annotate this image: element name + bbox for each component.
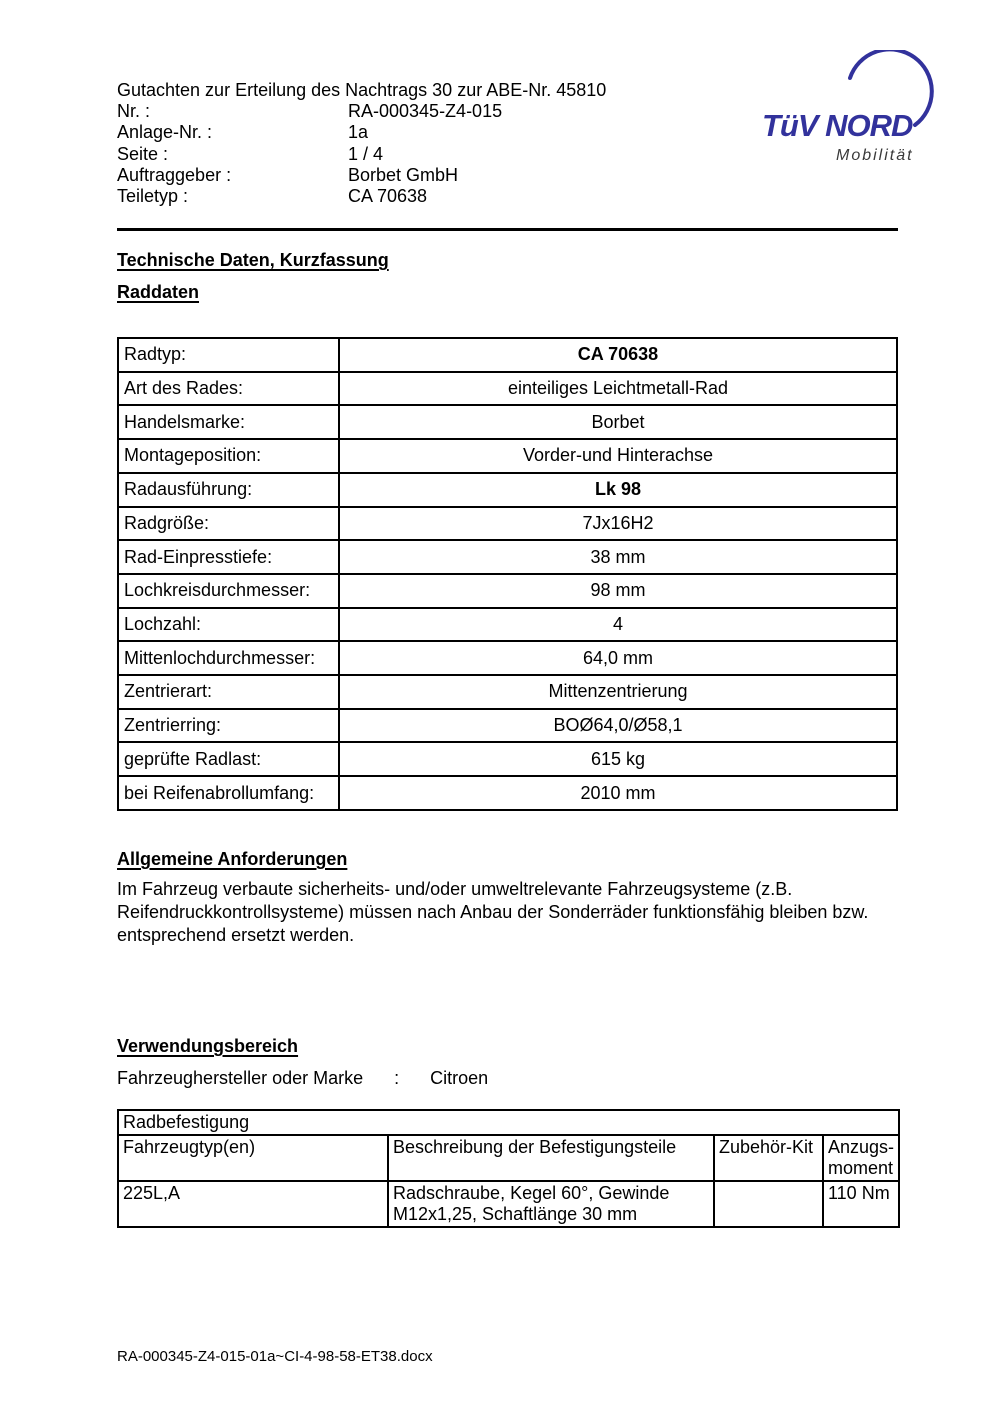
field-value: 1 / 4 xyxy=(348,143,384,164)
field-label: Nr. : xyxy=(117,101,151,122)
section-heading-allgemeine-anforderungen: Allgemeine Anforderungen xyxy=(117,849,348,869)
field-value: CA 70638 xyxy=(348,186,428,207)
fahrzeughersteller-label: Fahrzeughersteller oder Marke xyxy=(117,1068,364,1088)
table-row xyxy=(118,439,897,473)
header-field-teiletyp xyxy=(117,186,898,207)
table-row xyxy=(118,1181,899,1227)
table-row xyxy=(118,507,897,541)
section-heading-technische-daten: Technische Daten, Kurzfassung xyxy=(117,250,389,270)
field-label: Seite : xyxy=(117,143,169,164)
row-label: geprüfte Radlast: xyxy=(118,742,339,776)
cell-beschreibung: Radschraube, Kegel 60°, Gewinde M12x1,25, Schaftlänge 30 mm xyxy=(388,1181,714,1227)
table-row xyxy=(118,540,897,574)
row-value: 4 xyxy=(339,608,897,642)
row-value: 98 mm xyxy=(339,574,897,608)
row-label: bei Reifenabrollumfang: xyxy=(118,776,339,810)
row-value: 38 mm xyxy=(339,540,897,574)
radbefestigung-table xyxy=(117,1109,898,1228)
table-row xyxy=(118,709,897,743)
column-header-beschreibung: Beschreibung der Befestigungsteile xyxy=(388,1135,714,1181)
cell-zubehoer-kit xyxy=(714,1181,823,1227)
logo-brand-text: TüV NORD xyxy=(762,108,913,143)
row-label: Art des Rades: xyxy=(118,372,339,406)
tuv-nord-logo xyxy=(756,50,952,170)
row-value: 7Jx16H2 xyxy=(339,507,897,541)
fahrzeughersteller-line xyxy=(117,1068,898,1089)
fahrzeughersteller-value: Citroen xyxy=(430,1068,489,1088)
row-value: Mittenzentrierung xyxy=(339,675,897,709)
field-label: Auftraggeber : xyxy=(117,164,232,185)
column-header-zubehoer-kit: Zubehör-Kit xyxy=(714,1135,823,1181)
row-value: 2010 mm xyxy=(339,776,897,810)
table-row xyxy=(118,473,897,507)
row-value: 615 kg xyxy=(339,742,897,776)
table-row xyxy=(118,742,897,776)
field-value: Borbet GmbH xyxy=(348,164,459,185)
table-row xyxy=(118,675,897,709)
cell-anzugsmoment: 110 Nm xyxy=(823,1181,899,1227)
row-label: Lochzahl: xyxy=(118,608,339,642)
row-value: Vorder-und Hinterachse xyxy=(339,439,897,473)
table-row xyxy=(118,405,897,439)
table-row xyxy=(118,338,897,372)
field-value: RA-000345-Z4-015 xyxy=(348,101,503,122)
row-label: Lochkreisdurchmesser: xyxy=(118,574,339,608)
field-label: Anlage-Nr. : xyxy=(117,122,213,143)
table-row xyxy=(118,776,897,810)
table-row xyxy=(118,372,897,406)
row-value: BOØ64,0/Ø58,1 xyxy=(339,709,897,743)
field-value: 1a xyxy=(348,122,369,143)
row-label: Radausführung: xyxy=(118,473,339,507)
row-value: Lk 98 xyxy=(339,473,897,507)
fahrzeughersteller-separator: : xyxy=(394,1068,400,1088)
table-header-row xyxy=(118,1135,899,1181)
cell-fahrzeugtyp: 225L,A xyxy=(118,1181,388,1227)
raddaten-table xyxy=(117,337,898,811)
table-title: Radbefestigung xyxy=(118,1110,899,1135)
table-row xyxy=(118,641,897,675)
row-value: CA 70638 xyxy=(339,338,897,372)
column-header-fahrzeugtyp: Fahrzeugtyp(en) xyxy=(118,1135,388,1181)
row-label: Rad-Einpresstiefe: xyxy=(118,540,339,574)
section-heading-raddaten: Raddaten xyxy=(117,282,200,302)
table-row xyxy=(118,574,897,608)
column-header-anzugsmoment: Anzugs-moment xyxy=(823,1135,899,1181)
table-title-row xyxy=(118,1110,899,1135)
allgemeine-anforderungen-text: Im Fahrzeug verbaute sicherheits- und/oder umweltrelevante Fahrzeugsysteme (z.B. Reifendruckkontrollsysteme) müssen nach Anbau der Sonderräder funktionsfähig bleiben bzw. entsprechend ersetzt werden. xyxy=(117,879,869,945)
row-label: Radgröße: xyxy=(118,507,339,541)
row-value: einteiliges Leichtmetall-Rad xyxy=(339,372,897,406)
row-label: Montageposition: xyxy=(118,439,339,473)
row-label: Radtyp: xyxy=(118,338,339,372)
logo-subtitle-text: Mobilität xyxy=(836,147,914,164)
section-heading-verwendungsbereich: Verwendungsbereich xyxy=(117,1036,299,1056)
row-label: Handelsmarke: xyxy=(118,405,339,439)
row-label: Mittenlochdurchmesser: xyxy=(118,641,339,675)
row-value: Borbet xyxy=(339,405,897,439)
footer-filename: RA-000345-Z4-015-01a~CI-4-98-58-ET38.docx xyxy=(117,1348,433,1365)
header-divider xyxy=(117,228,898,231)
table-row xyxy=(118,608,897,642)
row-label: Zentrierring: xyxy=(118,709,339,743)
field-label: Teiletyp : xyxy=(117,186,189,207)
row-label: Zentrierart: xyxy=(118,675,339,709)
row-value: 64,0 mm xyxy=(339,641,897,675)
document-title: Gutachten zur Erteilung des Nachtrags 30 zur ABE-Nr. 45810 xyxy=(117,80,607,100)
